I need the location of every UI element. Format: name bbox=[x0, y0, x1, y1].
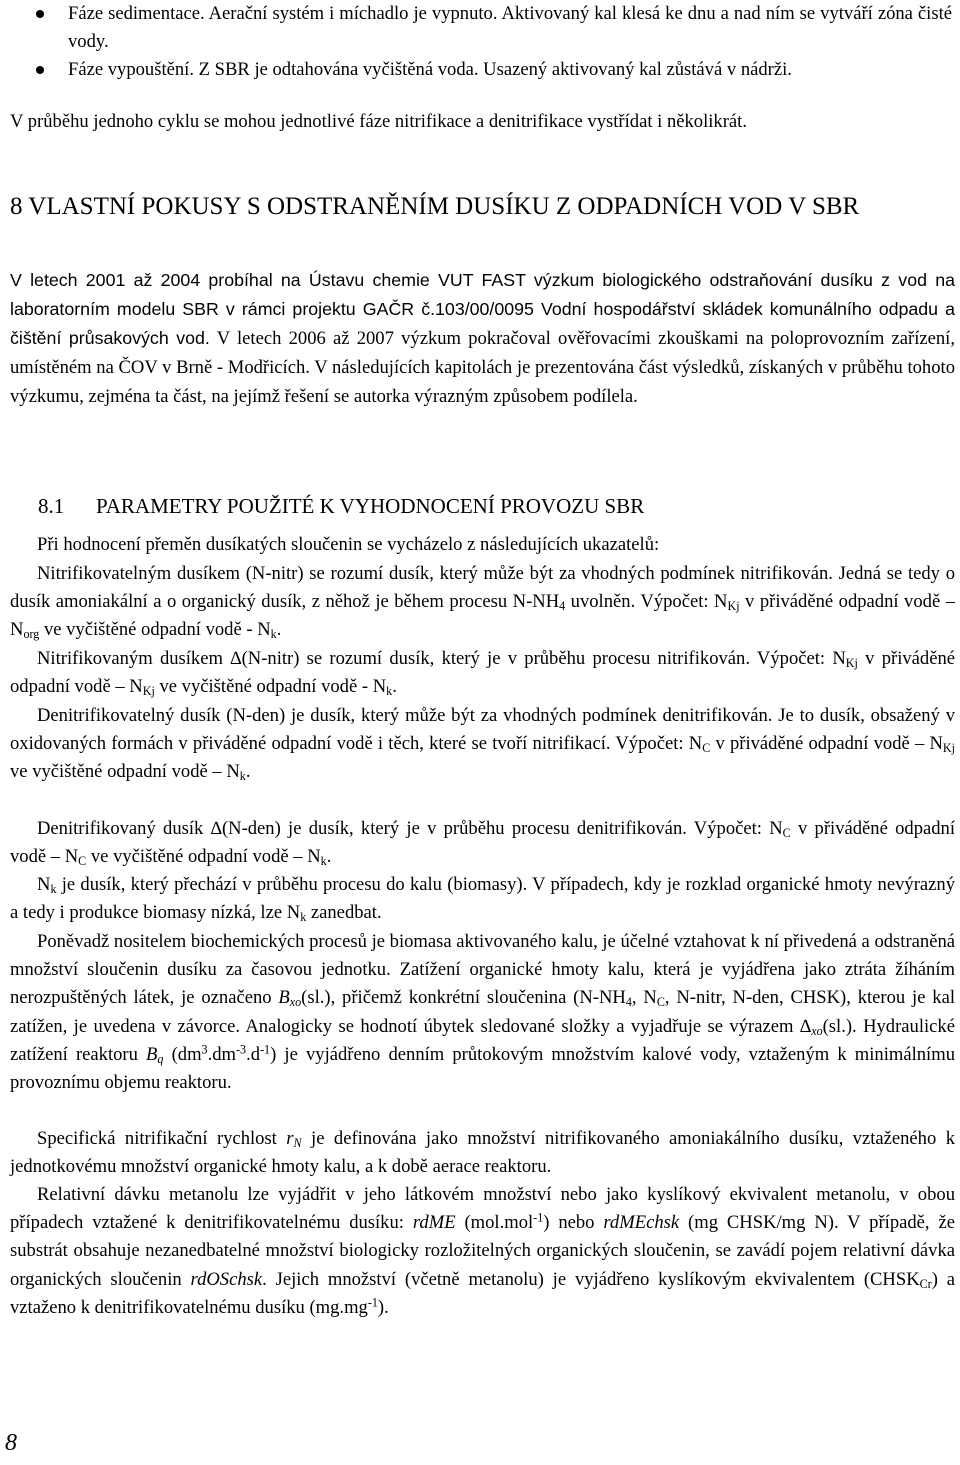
paragraph-indicators-intro: Při hodnocení přeměn dusíkatých sloučenin se vycházelo z následujících ukazatelů: bbox=[37, 534, 660, 555]
paragraph-denitrifiable-nitrogen bbox=[10, 702, 955, 787]
text-run: je dusík, který přechází v průběhu procesu do kalu (biomasy). V případech, kdy je rozklad organické hmoty nevýrazný a tedy i produkce biomasy nízká, lze N bbox=[10, 874, 955, 924]
subscript: Kj bbox=[845, 656, 858, 671]
text-run: v přiváděné odpadní vodě – N bbox=[10, 818, 955, 868]
subscript: org bbox=[23, 627, 40, 642]
text-run: N bbox=[37, 874, 51, 895]
subscript: Kj bbox=[942, 741, 956, 756]
text-run: .dm bbox=[207, 1043, 237, 1065]
subscript: k bbox=[320, 854, 327, 869]
italic-symbol: r bbox=[286, 1128, 294, 1149]
text-run: .d bbox=[246, 1043, 261, 1065]
text-run: zanedbat. bbox=[306, 902, 382, 924]
intro-paragraph: V průběhu jednoho cyklu se mohou jednotlivé fáze nitrifikace a denitrifikace vystřídat i několikrát. bbox=[10, 111, 747, 132]
subscript: C bbox=[656, 995, 665, 1010]
subscript: C bbox=[782, 826, 791, 841]
text-run: ve vyčištěné odpadní vodě - N bbox=[39, 619, 271, 641]
italic-symbol: rdOSchsk bbox=[190, 1268, 263, 1290]
italic-symbol: ∆ bbox=[799, 1015, 812, 1037]
text-run: Nitrifikovatelným dusíkem (N-nitr) se rozumí dusík, který může být za vhodných podmínek nitrifikován. Jedná se tedy o dusík amoniakální a o organický dusík, z něhož je během procesu N-NH bbox=[10, 563, 955, 613]
text-run: v přiváděné odpadní vodě – N bbox=[10, 591, 956, 641]
subscript: xo bbox=[811, 1023, 823, 1038]
text-run: ve vyčištěné odpadní vodě – N bbox=[10, 761, 240, 783]
text-run: ve vyčištěné odpadní vodě - N bbox=[154, 676, 387, 698]
bullet-item-sedimentation bbox=[0, 0, 960, 56]
subscript: k bbox=[300, 910, 307, 925]
paragraph-methanol-dose bbox=[10, 1181, 955, 1322]
subscript: k bbox=[239, 769, 246, 784]
section-paragraph bbox=[10, 266, 955, 411]
section-paragraph-part-a: V letech 2001 až 2004 probíhal na Ústavu chemie VUT FAST výzkum biologického odstraňování dusíku z vod na laboratorním modelu SBR v rámci projektu GAČR č.103/00/0095 Vodní hospodářství skládek komunálního odpadu a čištění průsakových vod. bbox=[10, 270, 955, 348]
subscript: Kj bbox=[142, 684, 155, 699]
text-run: Nitrifikovaným dusíkem ∆(N-nitr) se rozumí dusík, který je v průběhu procesu nitrifikován. Výpočet: N bbox=[37, 648, 846, 669]
italic-symbol: B bbox=[146, 1043, 158, 1065]
italic-symbol: rdMEchsk bbox=[603, 1212, 680, 1234]
superscript: -1 bbox=[533, 1210, 544, 1225]
text-run: . bbox=[326, 846, 332, 868]
subsection-heading bbox=[38, 492, 644, 520]
paragraph-nitrified-nitrogen bbox=[10, 645, 955, 701]
text-run: . bbox=[245, 761, 251, 783]
section-paragraph-part-b: V letech 2006 až 2007 výzkum pokračoval ověřovacími zkouškami na poloprovozním zařízení, umístěném na ČOV v Brně - Modřicích. V následujících kapitolách je prezentována část výsledků, získaných v průběhu tohoto výzkumu, zejména ta část, na jejímž řešení se autorka výrazným způsobem podílela. bbox=[10, 328, 955, 407]
text-run: ) a vztaženo k denitrifikovatelnému dusíku (mg.mg bbox=[10, 1268, 955, 1318]
text-run: Poněvadž nositelem biochemických procesů je biomasa aktivovaného kalu, je účelné vztahovat k ní přivedená a odstraněná množství sloučenin dusíku za časovou jednotku. Zatížení organické hmoty kalu, která je vyjádřena jako ztráta žíháním nerozpuštěných látek, je označeno bbox=[10, 931, 956, 1009]
text-run: v přiváděné odpadní vodě – N bbox=[710, 733, 943, 755]
bullet-item-discharge bbox=[0, 56, 960, 84]
text-run: , N-nitr, N-den, CHSK), kterou je kal zatížen, je uvedena v závorce. Analogicky se hodnotí úbytek sledované složky a vyjadřuje se výrazem bbox=[10, 987, 955, 1037]
text-run: ve vyčištěné odpadní vodě – N bbox=[86, 846, 321, 868]
paragraph-nitrification-rate bbox=[10, 1125, 955, 1181]
subscript: C bbox=[702, 741, 711, 756]
paragraph-sludge-loading bbox=[10, 928, 955, 1097]
text-run: . Jejich množství (včetně metanolu) je vyjádřeno kyslíkovým ekvivalentem (CHSK bbox=[262, 1268, 920, 1290]
bullet-text: Fáze sedimentace. Aerační systém i míchadlo je vypnuto. Aktivovaný kal klesá ke dnu a nad ním se vytváří zóna čisté vody. bbox=[68, 3, 952, 52]
paragraph-nitrifiable-nitrogen bbox=[10, 560, 955, 645]
superscript: -1 bbox=[260, 1042, 271, 1057]
text-run: (mol.mol bbox=[455, 1212, 534, 1234]
text-run: Denitrifikovatelný dusík (N-den) je dusík, který může být za vhodných podmínek denitrifikován. Je to dusík, obsažený v oxidovaných formách v přiváděné odpadní vodě i těch, které se tvoří nitrifikací. Výpočet: N bbox=[10, 705, 955, 755]
subscript: N bbox=[293, 1136, 302, 1151]
italic-symbol: rdME bbox=[412, 1212, 456, 1234]
bullet-list bbox=[0, 0, 960, 84]
superscript: -3 bbox=[236, 1042, 247, 1057]
subsection-title: PARAMETRY POUŽITÉ K VYHODNOCENÍ PROVOZU SBR bbox=[96, 494, 645, 518]
subscript: 4 bbox=[559, 599, 566, 614]
paragraph-nk bbox=[10, 871, 955, 927]
superscript: -1 bbox=[367, 1295, 378, 1310]
text-run: (sl.), přičemž konkrétní sloučenina (N-NH bbox=[301, 987, 626, 1009]
subscript: Cr bbox=[919, 1276, 932, 1291]
subscript: xo bbox=[289, 995, 302, 1010]
paragraph-denitrified-nitrogen bbox=[10, 815, 955, 871]
text-run: Specifická nitrifikační rychlost bbox=[37, 1128, 287, 1149]
subscript: C bbox=[78, 854, 87, 869]
bullet-dot-icon bbox=[36, 10, 44, 18]
subscript: k bbox=[386, 684, 393, 699]
subscript: k bbox=[50, 882, 57, 897]
page-number: 8 bbox=[5, 1430, 17, 1456]
text-run: ). bbox=[377, 1296, 389, 1318]
text-run: (dm bbox=[163, 1043, 202, 1065]
text-run: ) je vyjádřeno denním průtokovým množstvím kalové vody, vztaženým k minimálnímu provoznímu objemu reaktoru. bbox=[10, 1043, 955, 1094]
text-run: (sl.). Hydraulické zatížení reaktoru bbox=[10, 1015, 955, 1065]
bullet-text: Fáze vypouštění. Z SBR je odtahována vyčištěná voda. Usazený aktivovaný kal zůstává v nádrži. bbox=[68, 59, 792, 80]
text-run: uvolněn. Výpočet: N bbox=[565, 591, 728, 613]
bullet-dot-icon bbox=[36, 66, 44, 74]
text-run: ) nebo bbox=[543, 1212, 604, 1234]
subscript: q bbox=[157, 1051, 164, 1066]
text-run: Relativní dávku metanolu lze vyjádřit v jeho látkovém množství nebo jako kyslíkový ekvivalent metanolu, v obou případech vztažené k denitrifikovatelnému dusíku: bbox=[10, 1184, 955, 1234]
text-run: . bbox=[276, 619, 282, 641]
superscript: 3 bbox=[201, 1042, 208, 1057]
text-run: , N bbox=[631, 987, 657, 1009]
text-run: Denitrifikovaný dusík ∆(N-den) je dusík, který je v průběhu procesu denitrifikován. Výpočet: N bbox=[37, 818, 783, 839]
subscript: Kj bbox=[727, 599, 740, 614]
text-run: (mg CHSK/mg N). V případě, že substrát obsahuje nezanedbatelné množství biologicky rozložitelných organických sloučenin, se zavádí pojem relativní dávka organických sloučenin bbox=[10, 1212, 955, 1290]
text-run: . bbox=[392, 676, 397, 698]
subscript: k bbox=[270, 627, 277, 642]
subscript: 4 bbox=[625, 995, 632, 1010]
subsection-number: 8.1 bbox=[38, 494, 65, 518]
italic-symbol: B bbox=[278, 987, 290, 1009]
text-run: je definována jako množství nitrifikovaného amoniakálního dusíku, vztaženého k jednotkovému množství organické hmoty kalu, a k době aerace reaktoru. bbox=[10, 1128, 956, 1178]
section-heading: 8 VLASTNÍ POKUSY S ODSTRANĚNÍM DUSÍKU Z ODPADNÍCH VOD V SBR bbox=[10, 193, 860, 220]
text-run: v přiváděné odpadní vodě – N bbox=[10, 648, 956, 698]
